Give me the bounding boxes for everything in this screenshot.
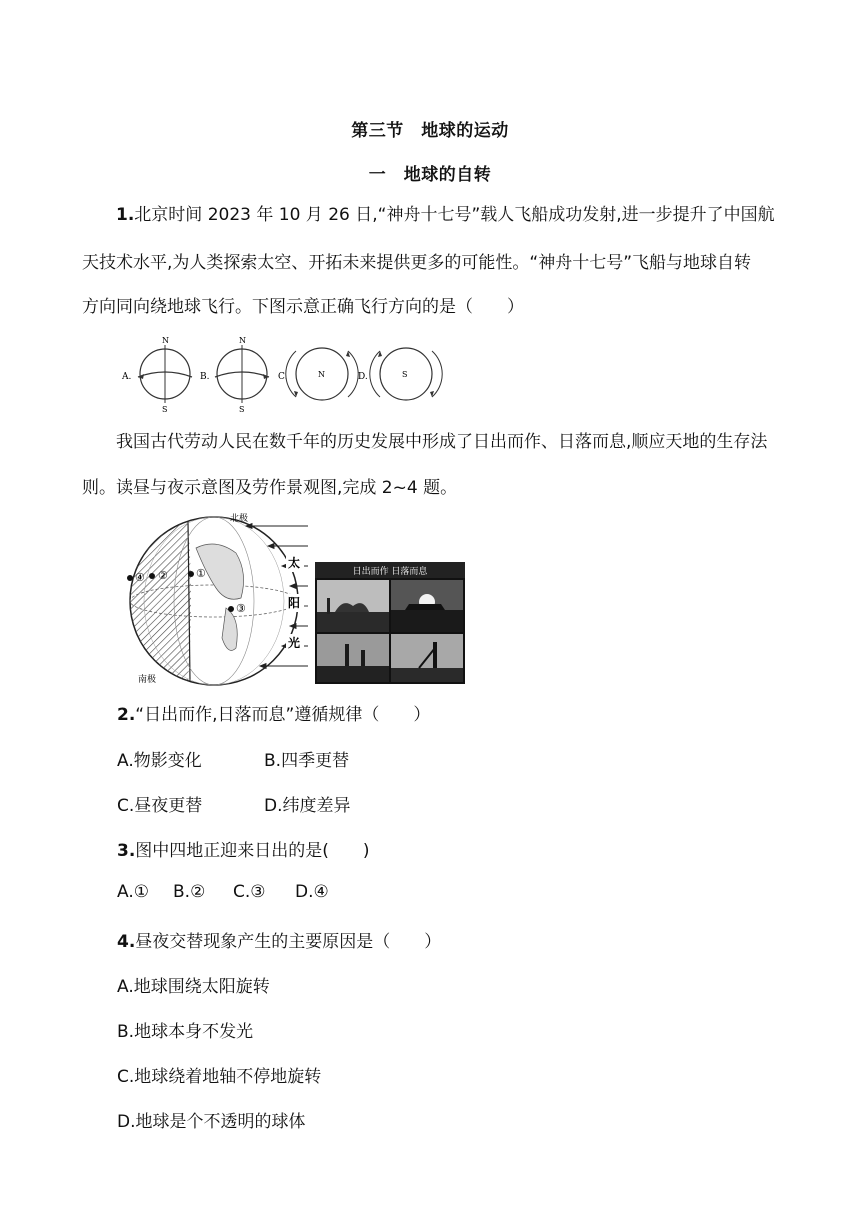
diagram-b: [215, 336, 269, 414]
question-2-option-d[interactable]: D.纬度差异: [264, 796, 351, 816]
question-2-option-c[interactable]: C.昼夜更替: [117, 796, 203, 816]
question-4-option-a[interactable]: A.地球围绕太阳旋转: [117, 977, 270, 997]
question-2: [117, 700, 430, 725]
day-night-globe-figure: [118, 508, 313, 686]
option-d-label: D.: [358, 372, 368, 382]
question-1-line-2: 天技术水平,为人类探索太空、开拓未来提供更多的可能性。“神舟十七号”飞船与地球自转: [82, 253, 752, 273]
photo-title: 日出而作 日落而息: [352, 567, 428, 577]
diagram-a-south-label: S: [162, 405, 168, 414]
section-title: 第三节 地球的运动: [351, 121, 509, 141]
north-pole-label: 北极: [230, 514, 249, 524]
marker-2: ②: [158, 569, 168, 582]
subsection-title: 一 地球的自转: [368, 165, 492, 185]
marker-4: ④: [135, 571, 145, 584]
question-3-option-d[interactable]: D.④: [295, 882, 329, 902]
question-2-stem: “日出而作,日落而息”遵循规律（ ）: [135, 705, 431, 725]
question-3-number: 3.: [117, 841, 136, 861]
question-1-line-3: 方向同向绕地球飞行。下图示意正确飞行方向的是（ ）: [82, 297, 524, 317]
question-1-number: 1.: [116, 205, 135, 225]
question-3-option-c[interactable]: C.③: [233, 882, 266, 902]
question-4-option-d[interactable]: D.地球是个不透明的球体: [117, 1112, 306, 1132]
night-side: [130, 521, 191, 681]
marker-3: ③: [236, 602, 246, 615]
sunlight-char-1: 太: [288, 556, 301, 570]
question-2-option-a[interactable]: A.物影变化: [117, 751, 202, 771]
option-c-label: C.: [278, 372, 288, 382]
diagram-c-north-label: N: [318, 370, 325, 379]
question-3-option-b[interactable]: B.②: [173, 882, 206, 902]
photo-bottom-left: [317, 634, 389, 682]
question-4-stem: 昼夜交替现象产生的主要原因是（ ）: [135, 932, 442, 952]
diagram-b-south-label: S: [239, 405, 245, 414]
question-3-stem: 图中四地正迎来日出的是( ): [135, 841, 370, 861]
diagram-b-north-label: N: [239, 336, 246, 345]
diagram-a: [138, 336, 192, 414]
diagram-a-north-label: N: [162, 336, 169, 345]
option-b-label: B.: [200, 372, 210, 382]
intro-line-1: 我国古代劳动人民在数千年的历史发展中形成了日出而作、日落而息,顺应天地的生存法: [116, 432, 768, 452]
sunlight-char-2: 阳: [288, 596, 301, 610]
photo-bottom-right: [391, 634, 463, 682]
diagram-c: [286, 348, 358, 400]
question-4: [117, 927, 441, 952]
question-2-number: 2.: [117, 705, 136, 725]
question-4-option-b[interactable]: B.地球本身不发光: [117, 1022, 254, 1042]
question-4-number: 4.: [117, 932, 136, 952]
photo-top-right: [391, 580, 463, 632]
marker-1: ①: [196, 567, 206, 580]
rotation-direction-figure: [118, 335, 448, 415]
question-1-line-1: [82, 193, 782, 237]
question-2-option-b[interactable]: B.四季更替: [264, 751, 350, 771]
intro-line-2: 则。读昼与夜示意图及劳作景观图,完成 2~4 题。: [82, 478, 458, 498]
question-3: [117, 836, 370, 861]
question-1-text-1: 北京时间 2023 年 10 月 26 日,“神舟十七号”载人飞船成功发射,进一步提升了中国航: [134, 205, 775, 225]
question-4-option-c[interactable]: C.地球绕着地轴不停地旋转: [117, 1067, 322, 1087]
sunlight-char-3: 光: [288, 636, 301, 650]
photo-top-left: [317, 580, 389, 632]
diagram-d: [370, 348, 442, 400]
labor-scene-photos: [315, 562, 465, 684]
question-3-option-a[interactable]: A.①: [117, 882, 149, 902]
question-1: [82, 193, 782, 237]
south-pole-label: 南极: [138, 675, 157, 685]
option-a-label: A.: [122, 372, 132, 382]
diagram-d-south-label: S: [402, 370, 408, 379]
